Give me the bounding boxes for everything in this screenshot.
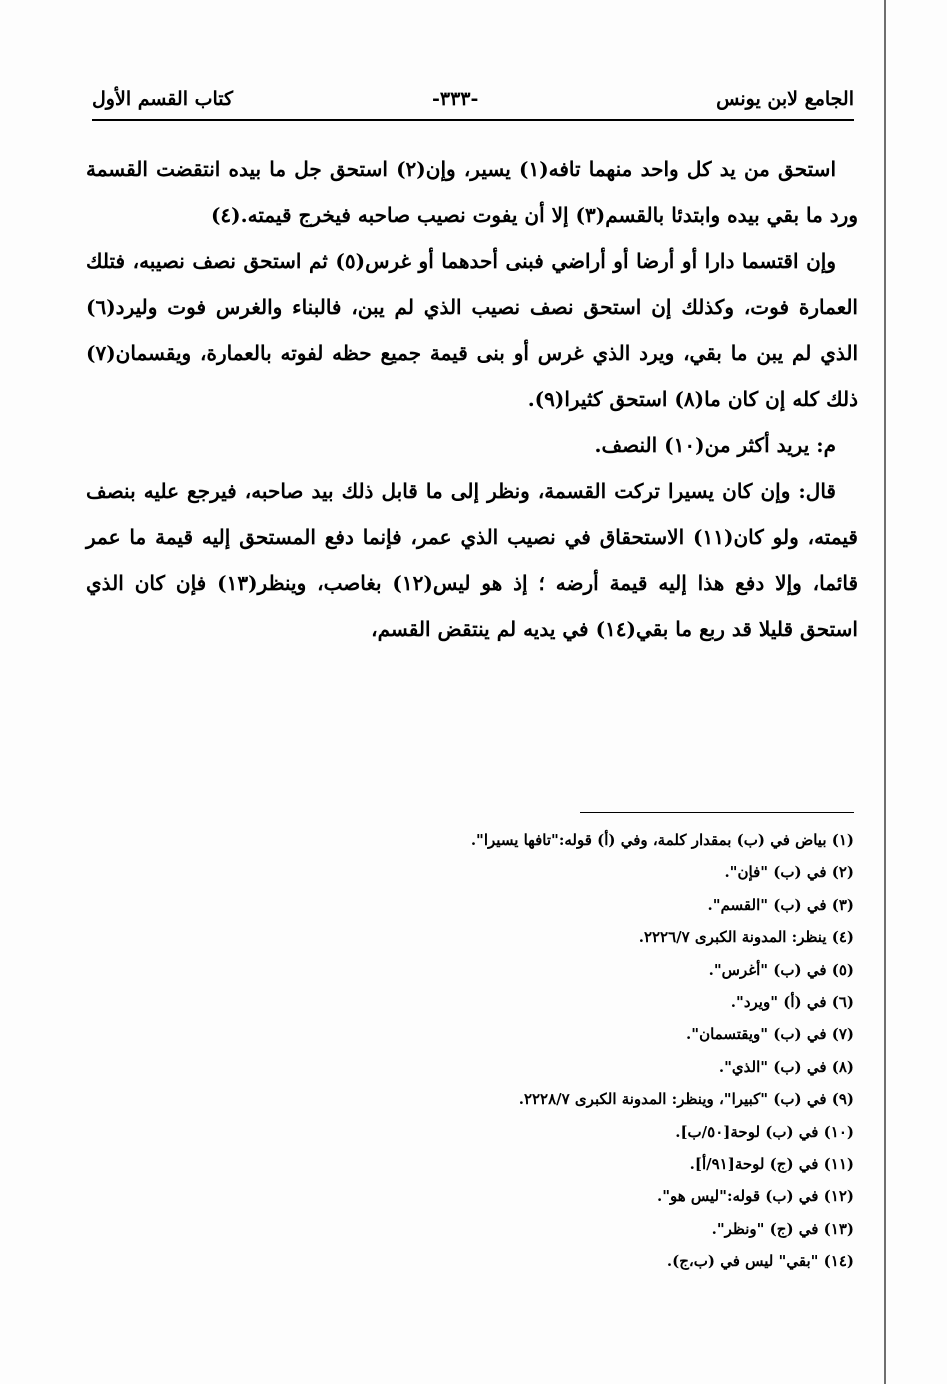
footnote-2: (٢) في (ب) "فإن".: [724, 863, 854, 882]
footnote-3: (٣) في (ب) "القسم".: [707, 895, 854, 914]
footnote-8: (٨) في (ب) "الذي".: [718, 1057, 854, 1076]
footnote-9: (٩) في (ب) "كبيرا"، وينظر: المدونة الكبرى ٢٢٢٨/٧.: [518, 1090, 854, 1109]
running-header: [92, 88, 854, 118]
footnote-4: (٤) ينظر: المدونة الكبرى ٢٢٢٦/٧.: [638, 928, 854, 947]
footnote-6: (٦) في (أ) "ويرد".: [730, 993, 854, 1012]
footnote-separator: [580, 812, 854, 813]
header-rule: [92, 119, 854, 121]
footnote-11: (١١) في (ج) لوحة[٩١/أ].: [689, 1155, 854, 1174]
paragraph-2: وإن اقتسما دارا أو أرضا أو أراضي فبنى أحدهما أو غرس(٥) ثم استحق نصف نصيبه، فتلك العمارة فوت، وكذلك إن استحق نصف نصيب الذي لم يبن، فالبناء والغرس فوت وليرد(٦) الذي لم يبن ما بقي، ويرد الذي غرس أو بنى قيمة جميع حظه لفوته بالعمارة، ويقسمان(٧) ذلك كله إن كان ما(٨) استحق كثيرا(٩).: [86, 249, 859, 411]
footnote-12: (١٢) في (ب) قوله:"ليس هو".: [656, 1187, 854, 1206]
header-book-title: الجامع لابن يونس: [716, 88, 854, 110]
footnote-5: (٥) في (ب) "أغرس".: [708, 960, 854, 979]
paragraph-3: م: يريد أكثر من(١٠) النصف.: [594, 433, 836, 457]
footnote-1: (١) بياض في (ب) بمقدار كلمة، وفي (أ) قوله:"تافها يسيرا".: [470, 831, 854, 849]
footnote-13: (١٣) في (ج) "ونظر".: [711, 1219, 854, 1238]
footnote-7: (٧) في (ب) "ويقتسمان".: [686, 1025, 854, 1044]
scan-edge-line: [884, 0, 886, 1384]
header-section: كتاب القسم الأول: [92, 88, 234, 110]
header-page-number: -٣٣٣-: [432, 88, 479, 110]
paragraph-1: استحق من يد كل واحد منهما تافه(١) يسير، وإن(٢) استحق جل ما بيده انتقضت القسمة ورد ما بقي بيده وابتدئا بالقسم(٣) إلا أن يفوت نصيب صاحبه فيخرج قيمته.(٤): [86, 157, 858, 227]
footnote-14: (١٤) "بقي" ليس في (ب،ج).: [666, 1252, 854, 1271]
main-text: [86, 146, 858, 652]
paragraph-4: قال: وإن كان يسيرا تركت القسمة، ونظر إلى ما قابل ذلك بيد صاحبه، فيرجع عليه بنصف قيمته، ولو كان(١١) الاستحقاق في نصيب الذي عمر، فإنما دفع المستحق إليه قيمة ما عمر قائما، وإلا دفع هذا إليه قيمة أرضه ؛ إذ هو ليس(١٢) بغاصب، وينظر(١٣) فإن كان الذي استحق قليلا قد ربع ما بقي(١٤) في يديه لم ينتقض القسم،: [86, 479, 859, 641]
footnote-10: (١٠) في (ب) لوحة[٥٠/ب].: [675, 1122, 854, 1141]
footnotes: [300, 824, 854, 1278]
